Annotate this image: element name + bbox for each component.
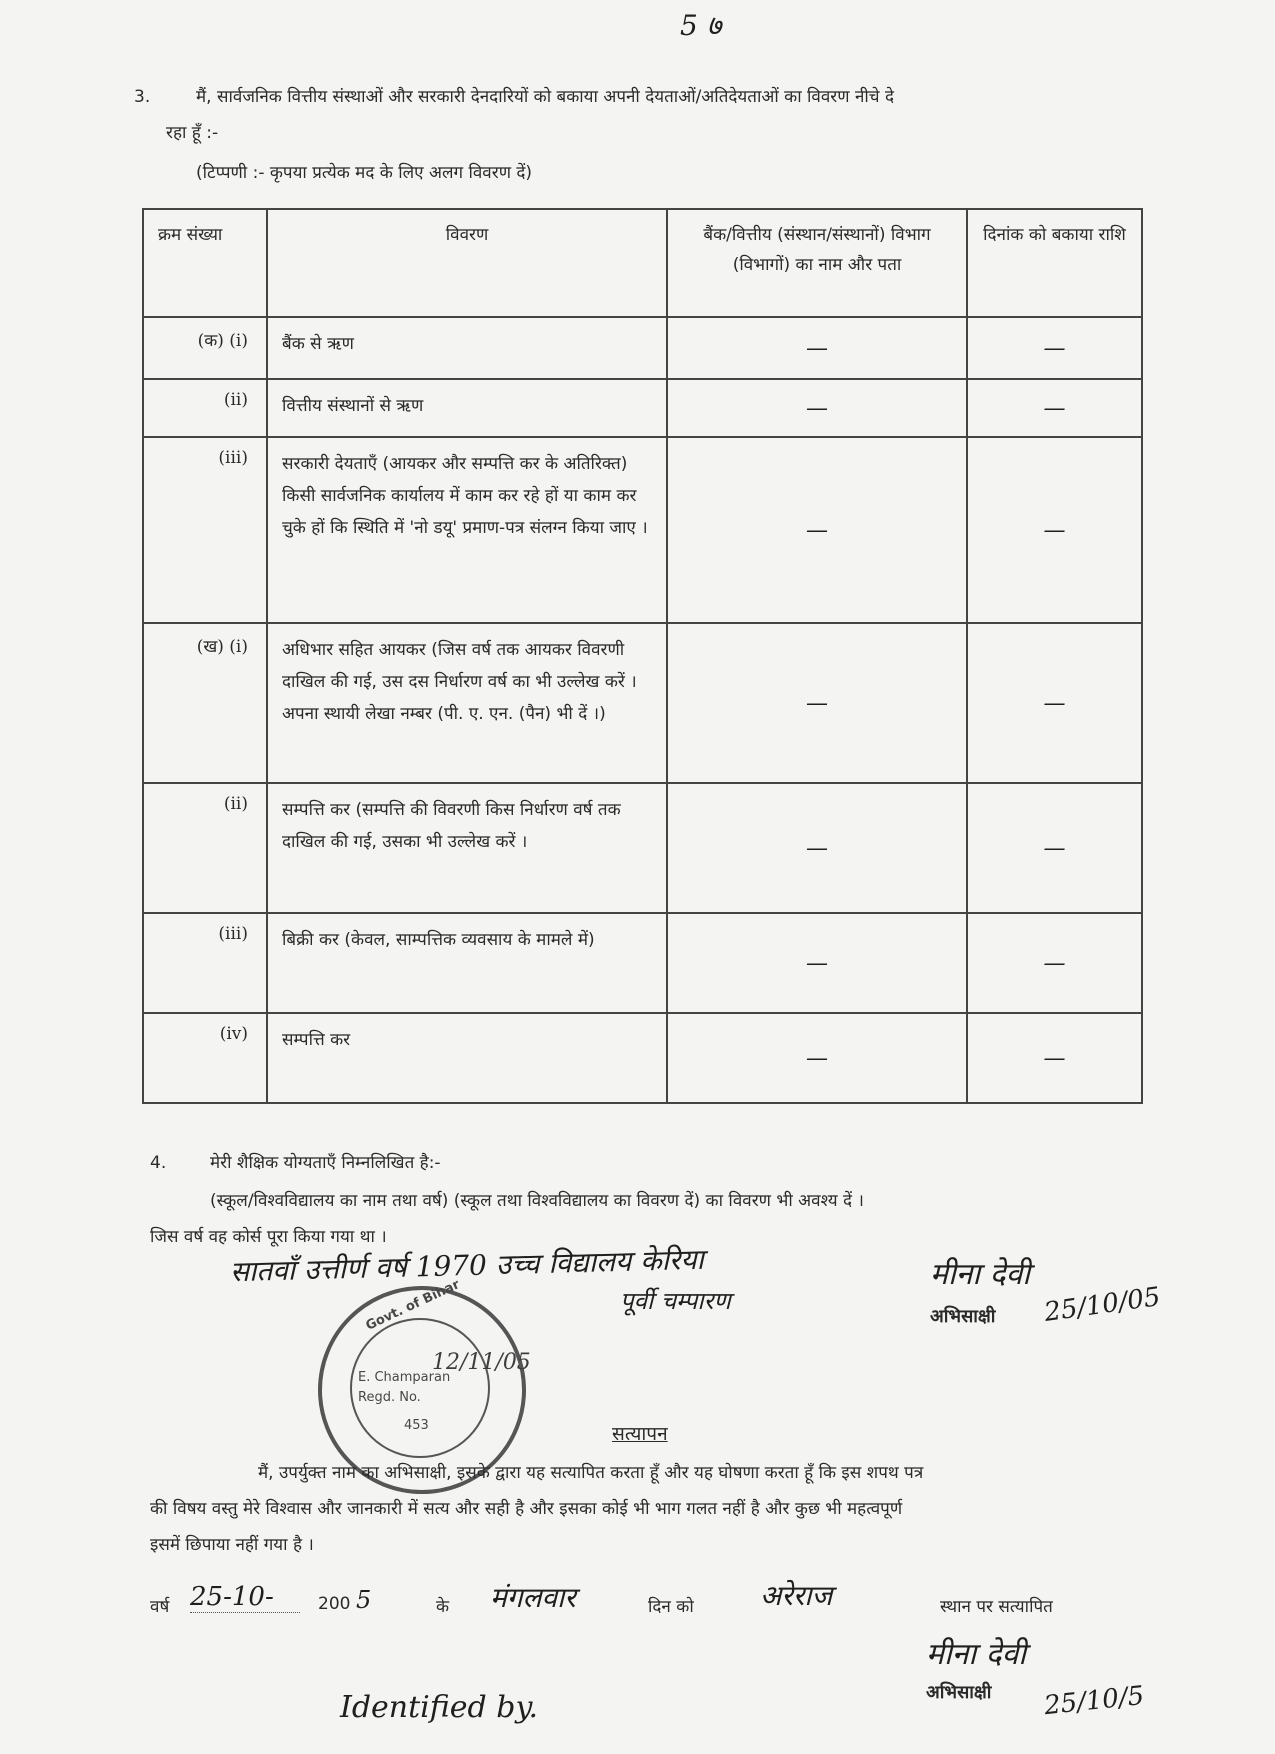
dateline-date: 25-10- <box>190 1582 300 1613</box>
row-serial: (ii) <box>143 783 267 913</box>
row-bank-value: — <box>667 437 967 623</box>
seal-line2: Regd. No. <box>358 1390 421 1405</box>
signature-top-label: अभिसाक्षी <box>930 1306 996 1327</box>
row-due-value: — <box>967 913 1142 1013</box>
section3-note: (टिप्पणी :- कृपया प्रत्येक मद के लिए अलग विवरण दें) <box>196 163 533 183</box>
table-header-row <box>143 209 1142 317</box>
header-details: विवरण <box>267 209 667 317</box>
section3-intro: मैं, सार्वजनिक वित्तीय संस्थाओं और सरकारी देनदारियों को बकाया अपनी देयताओं/अतिदेयताओं का विवरण नीचे दे <box>196 87 895 107</box>
top-page-mark: 5 ७ <box>680 9 722 42</box>
row-serial: (iii) <box>143 437 267 623</box>
header-due: दिनांक को बकाया राशि <box>967 209 1142 317</box>
table-row <box>143 437 1142 623</box>
row-due-value: — <box>967 783 1142 913</box>
row-serial: (ख) (i) <box>143 623 267 783</box>
seal-line1: E. Champaran <box>358 1370 451 1385</box>
row-serial: (क) (i) <box>143 317 267 379</box>
header-serial: क्रम संख्या <box>143 209 267 317</box>
row-serial: (ii) <box>143 379 267 437</box>
section3-number: 3. <box>134 87 151 107</box>
dateline-place: अरेराज <box>760 1579 833 1612</box>
signature-bottom-label: अभिसाक्षी <box>926 1682 992 1703</box>
row-due-value: — <box>967 623 1142 783</box>
handwritten-qualification: सातवाँ उत्तीर्ण वर्ष 1970 उच्च विद्यालय केरिया <box>229 1242 705 1289</box>
verification-text-line2: की विषय वस्तु मेरे विश्वास और जानकारी में सत्य और सही है और इसका कोई भी भाग गलत नहीं है और कुछ भी महत्वपूर्ण <box>150 1499 903 1519</box>
row-details: बिक्री कर (केवल, साम्पत्तिक व्यवसाय के मामले में) <box>267 913 667 1013</box>
dateline-ke: के <box>436 1597 450 1617</box>
row-bank-value: — <box>667 913 967 1013</box>
row-bank-value: — <box>667 317 967 379</box>
row-bank-value: — <box>667 623 967 783</box>
dateline-din-ko: दिन को <box>648 1597 694 1617</box>
verification-text-line1: मैं, उपर्युक्त नाम का अभिसाक्षी, इसके द्वारा यह सत्यापित करता हूँ और यह घोषणा करता हूँ कि इस शपथ पत्र <box>258 1463 924 1483</box>
section4-para2: जिस वर्ष वह कोर्स पूरा किया गया था । <box>150 1227 387 1247</box>
dateline-day: मंगलवार <box>490 1581 576 1614</box>
handwritten-qualification-cont: पूर्वी चम्पारण <box>620 1287 731 1315</box>
dateline <box>150 1579 1150 1628</box>
signature-bottom-name: मीना देवी <box>926 1637 1027 1672</box>
row-bank-value: — <box>667 1013 967 1103</box>
row-details: सरकारी देयताएँ (आयकर और सम्पत्ति कर के अतिरिक्त) किसी सार्वजनिक कार्यालय में काम कर रहे हों या काम कर चुके हों कि स्थिति में 'नो डयू' प्रमाण-पत्र संलग्न किया जाए । <box>267 437 667 623</box>
section4-number: 4. <box>150 1153 167 1173</box>
row-due-value: — <box>967 1013 1142 1103</box>
row-details: अधिभार सहित आयकर (जिस वर्ष तक आयकर विवरणी दाखिल की गई, उस दस निर्धारण वर्ष का भी उल्लेख करें । अपना स्थायी लेखा नम्बर (पी. ए. एन. (पैन) भी दें ।) <box>267 623 667 783</box>
liabilities-table <box>142 208 1143 1104</box>
seal-number: 453 <box>404 1418 429 1433</box>
identified-by: Identified by. <box>340 1690 538 1725</box>
dateline-year-prefix: 200 <box>318 1594 351 1614</box>
row-details: बैंक से ऋण <box>267 317 667 379</box>
signature-top-date: 25/10/05 <box>1042 1282 1163 1328</box>
table-row <box>143 317 1142 379</box>
table-row <box>143 1013 1142 1103</box>
row-serial: (iv) <box>143 1013 267 1103</box>
section4-para1: (स्कूल/विश्वविद्यालय का नाम तथा वर्ष) (स्कूल तथा विश्वविद्यालय का विवरण दें) का विवरण भी अवश्य दें । <box>210 1191 864 1211</box>
verification-title: सत्यापन <box>612 1423 668 1445</box>
section4-title: मेरी शैक्षिक योग्यताएँ निम्नलिखित है:- <box>210 1153 441 1173</box>
row-serial: (iii) <box>143 913 267 1013</box>
seal-ring-text: Govt. of Bihar <box>363 1277 463 1334</box>
row-bank-value: — <box>667 783 967 913</box>
header-bank: बैंक/वित्तीय (संस्थान/संस्थानों) विभाग (विभागों) का नाम और पता <box>667 209 967 317</box>
dateline-suffix: स्थान पर सत्यापित <box>940 1597 1053 1617</box>
dateline-year-label: वर्ष <box>150 1597 170 1617</box>
section3-intro-cont: रहा हूँ :- <box>166 123 219 143</box>
table-row <box>143 379 1142 437</box>
row-due-value: — <box>967 379 1142 437</box>
table-row <box>143 783 1142 913</box>
verification-text-line3: इसमें छिपाया नहीं गया है । <box>150 1535 314 1555</box>
seal-handwritten-date: 12/11/05 <box>432 1350 531 1375</box>
seal-inner-ring <box>350 1318 490 1458</box>
signature-top-name: मीना देवी <box>930 1257 1031 1292</box>
signature-bottom-date: 25/10/5 <box>1042 1680 1146 1722</box>
table-row <box>143 623 1142 783</box>
row-details: वित्तीय संस्थानों से ऋण <box>267 379 667 437</box>
row-details: सम्पत्ति कर <box>267 1013 667 1103</box>
table-row <box>143 913 1142 1013</box>
row-bank-value: — <box>667 379 967 437</box>
row-due-value: — <box>967 317 1142 379</box>
row-due-value: — <box>967 437 1142 623</box>
row-details: सम्पत्ति कर (सम्पत्ति की विवरणी किस निर्धारण वर्ष तक दाखिल की गई, उसका भी उल्लेख करें । <box>267 783 667 913</box>
dateline-year-suffix: 5 <box>356 1586 372 1614</box>
